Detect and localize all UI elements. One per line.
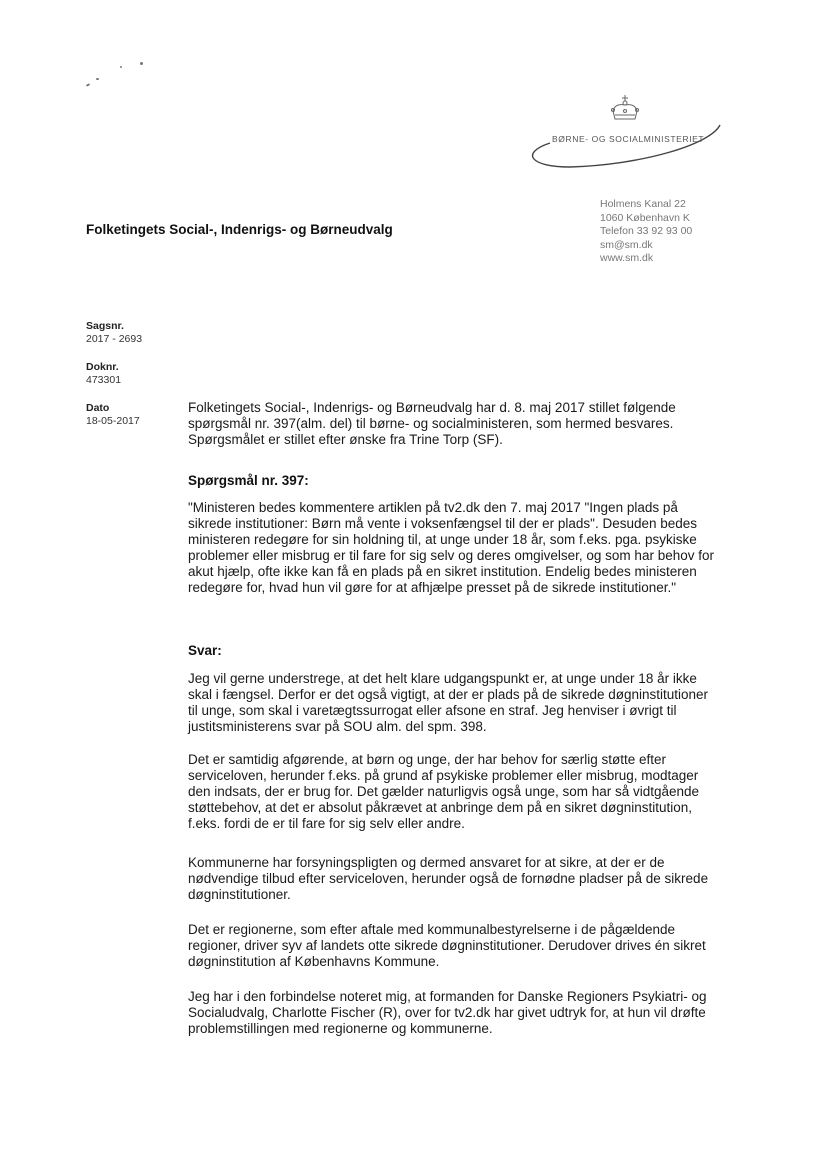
answer-paragraph-5 xyxy=(188,989,718,1037)
dato-value: 18-05-2017 xyxy=(86,415,140,427)
answer-paragraph-4 xyxy=(188,922,718,970)
contact-city: 1060 København K xyxy=(600,211,690,224)
answer-text-4: Det er regionerne, som efter aftale med kommunalbestyrelserne i de pågældende regioner, driver syv af landets otte sikrede døgninstitutioner. Derudover drives én sikret døgninstitution af Københavns Kommune. xyxy=(188,922,706,969)
question-paragraph xyxy=(188,500,718,596)
answer-text-1: Jeg vil gerne understrege, at det helt klare udgangspunkt er, at unge under 18 år ikke skal i fængsel. Derfor er det også vigtigt, at der er plads på de sikrede døgninstitutioner til unge, som skal i varetægtssurrogat eller afsone en straf. Jeg henviser i øvrigt til justitsministerens svar på SOU alm. del spm. 398. xyxy=(188,671,709,734)
scan-speck xyxy=(120,66,122,68)
answer-heading: Svar: xyxy=(188,643,222,658)
contact-block xyxy=(600,198,692,266)
question-heading: Spørgsmål nr. 397: xyxy=(188,473,309,488)
scan-speck xyxy=(140,62,143,65)
doknr-value: 473301 xyxy=(86,374,122,386)
sagsnr-label: Sagsnr. xyxy=(86,320,124,332)
addressee: Folketingets Social-, Indenrigs- og Børneudvalg xyxy=(86,222,393,237)
scan-speck xyxy=(86,83,90,87)
intro-text: Folketingets Social-, Indenrigs- og Børneudvalg har d. 8. maj 2017 stillet følgende spørgsmål nr. 397(alm. del) til børne- og socialministeren, som hermed besvares. Spørgsmålet er stillet efter ønske fra Trine Torp (SF). xyxy=(188,400,676,447)
answer-paragraph-3 xyxy=(188,855,718,903)
answer-text-2: Det er samtidig afgørende, at børn og unge, der har behov for særlig støtte efter serviceloven, herunder f.eks. på grund af psykiske problemer eller misbrug, modtager den indsats, der er brug for. Det gælder naturligvis også unge, som har så vidtgående støttebehov, at det er absolut påkrævet at anbringe dem på en sikret døgninstitution, f.eks. fordi de er til fare for sig selv eller andre. xyxy=(188,752,700,831)
answer-text-3: Kommunerne har forsyningspligten og dermed ansvaret for at sikre, at der er de nødvendige tilbud efter serviceloven, herunder også de fornødne pladser på de sikrede døgninstitutioner. xyxy=(188,855,709,902)
doknr-label: Doknr. xyxy=(86,361,119,373)
contact-street: Holmens Kanal 22 xyxy=(600,198,686,210)
contact-phone: Telefon 33 92 93 00 xyxy=(600,225,693,237)
dato-label: Dato xyxy=(86,402,110,414)
contact-email: sm@sm.dk xyxy=(600,238,653,251)
intro-paragraph xyxy=(188,400,718,448)
answer-paragraph-1 xyxy=(188,671,718,735)
question-text: "Ministeren bedes kommentere artiklen på tv2.dk den 7. maj 2017 "Ingen plads på sikrede institutioner: Børn må vente i voksenfængsel til der er plads". Desuden bedes ministeren redegøre for sin holdning til, at unge under 18 år, som f.eks. pga. psykiske problemer eller misbrug er til fare for sig selv og deres omgivelser, og som har behov for akut hjælp, ofte ikke kan få en plads på en sikret institution. Endelig bedes ministeren redegøre for, hvad hun vil gøre for at afhjælpe presset på de sikrede institutioner." xyxy=(188,500,714,595)
scan-speck xyxy=(96,78,99,80)
sagsnr-value: 2017 - 2693 xyxy=(86,333,143,345)
answer-text-5: Jeg har i den forbindelse noteret mig, at formanden for Danske Regioners Psykiatri- og Socialudvalg, Charlotte Fischer (R), over for tv2.dk har givet udtryk for, at hun vil drøfte problemstillingen med regionerne og kommunerne. xyxy=(188,989,707,1036)
ministry-name: BØRNE- OG SOCIALMINISTERIET xyxy=(552,134,705,144)
answer-paragraph-2 xyxy=(188,752,718,832)
contact-web: www.sm.dk xyxy=(600,252,654,264)
